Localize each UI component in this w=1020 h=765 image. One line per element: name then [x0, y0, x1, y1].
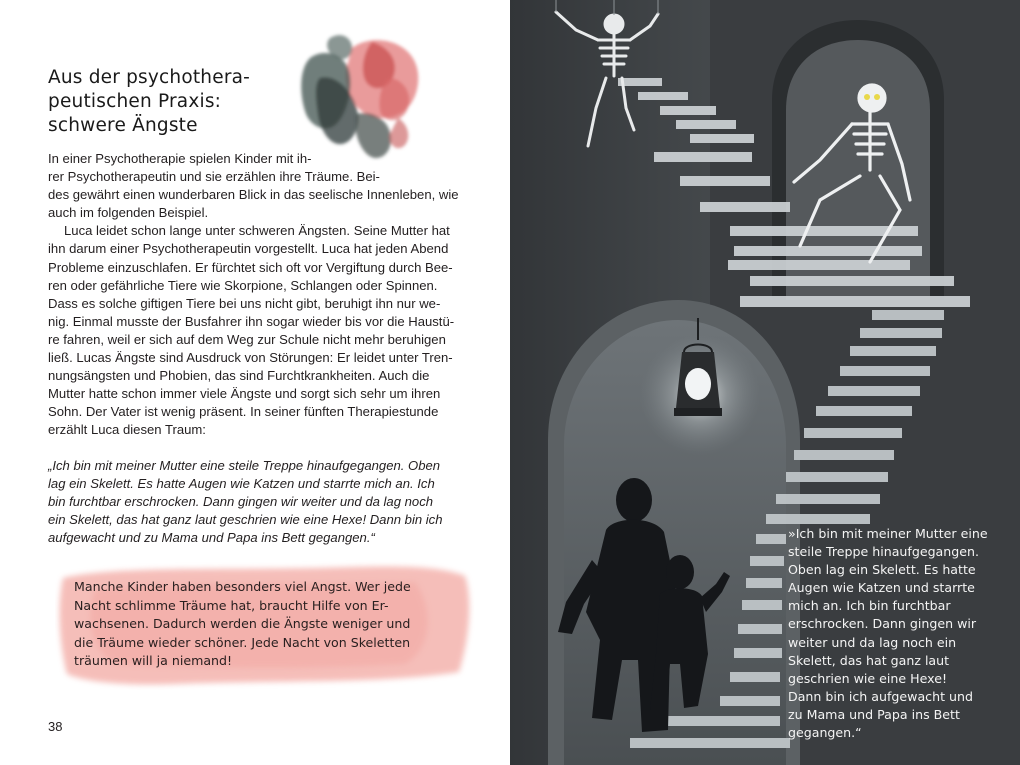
note-line: die Träume wieder schöner. Jede Nacht von Skeletten: [74, 634, 411, 650]
note-line: Manche Kinder haben besonders viel Angst. Wer jede: [74, 579, 411, 594]
body-line: rer Psychotherapeutin und sie erzählen ihre Träume. Bei-: [48, 169, 380, 185]
title-line: peutischen Praxis:: [48, 91, 222, 112]
caption-line: gegangen.“: [788, 725, 862, 741]
page-number: 38: [48, 719, 63, 734]
caption-line: geschrien wie eine Hexe!: [788, 670, 948, 686]
body-line: Probleme einzuschlafen. Er fürchtet sich oft vor Vergiftung durch Bee-: [48, 259, 453, 275]
title-line: schwere Ängste: [48, 115, 198, 136]
watercolor-blot-illustration: [290, 18, 430, 168]
body-line: re fahren, weil er sich auf dem Weg zur Schule nicht mehr beruhigen: [48, 331, 446, 347]
quote-line: bin furchtbar erschrocken. Dann gingen wir weiter und da lag noch: [48, 494, 434, 510]
caption-line: erschrocken. Dann gingen wir: [788, 616, 977, 632]
dream-quote: [48, 457, 466, 547]
caption-line: mich an. Ich bin furchtbar: [788, 598, 951, 614]
body-line: ließ. Lucas Ängste sind Ausdruck von Störungen: Er leidet unter Tren-: [48, 350, 453, 366]
caption-line: steile Treppe hinaufgegangen.: [788, 544, 979, 560]
body-line: ihn darum einer Psychotherapeutin vorgestellt. Luca hat jeden Abend: [48, 241, 449, 257]
body-line: auch im folgenden Beispiel.: [48, 205, 209, 221]
body-line: erzählt Luca diesen Traum:: [48, 422, 206, 438]
body-line: Dass es solche giftigen Tiere bei uns nicht gibt, beruhigt ihn nur we-: [48, 295, 441, 311]
advice-note: [74, 578, 454, 671]
title-line: Aus der psychothera-: [48, 67, 251, 88]
note-line: wachsenen. Dadurch werden die Ängste weniger und: [74, 616, 411, 632]
quote-line: „Ich bin mit meiner Mutter eine steile Treppe hinaufgegangen. Oben: [48, 458, 441, 473]
caption-line: Oben lag ein Skelett. Es hatte: [788, 562, 976, 578]
body-line: des gewährt einen wunderbaren Blick in das seelische Innenleben, wie: [48, 187, 459, 203]
quote-line: ein Skelett, das hat ganz laut geschrien wie eine Hexe! Dann bin ich: [48, 512, 443, 528]
caption-line: weiter und da lag noch ein: [788, 634, 957, 650]
quote-line: aufgewacht und zu Mama und Papa ins Bett gegangen.“: [48, 530, 375, 546]
caption-line: Skelett, das hat ganz laut: [788, 652, 950, 668]
caption-line: Augen wie Katzen und starrte: [788, 580, 975, 596]
body-line: nig. Einmal musste der Busfahrer ihn sogar wieder bis vor die Haustü-: [48, 313, 455, 329]
body-line: Mutter hatte schon immer viele Ängste und sorgt sich sehr um ihren: [48, 386, 441, 402]
body-line: In einer Psychotherapie spielen Kinder mit ih-: [48, 151, 312, 166]
chapter-title: [48, 66, 288, 138]
body-line: Sohn. Der Vater ist wenig präsent. In seiner fünften Therapiestunde: [48, 404, 439, 420]
caption-line: zu Mama und Papa ins Bett: [788, 706, 960, 722]
note-line: Nacht schlimme Träume hat, braucht Hilfe von Er-: [74, 597, 389, 613]
note-line: träumen will ja niemand!: [74, 653, 233, 669]
quote-line: lag ein Skelett. Es hatte Augen wie Katzen und starrte mich an. Ich: [48, 476, 435, 492]
body-line: nungsängsten und Phobien, das sind Furchtkrankheiten. Auch die: [48, 368, 430, 384]
body-line: Luca leidet schon lange unter schweren Ängsten. Seine Mutter hat: [64, 223, 450, 239]
body-line: ren oder gefährliche Tiere wie Skorpione, Schlangen oder Spinnen.: [48, 277, 438, 293]
illustration-caption: [788, 525, 1018, 742]
caption-line: »Ich bin mit meiner Mutter eine: [788, 526, 988, 541]
right-page: [510, 0, 1020, 765]
caption-line: Dann bin ich aufgewacht und: [788, 688, 973, 704]
body-paragraphs: [48, 150, 466, 440]
